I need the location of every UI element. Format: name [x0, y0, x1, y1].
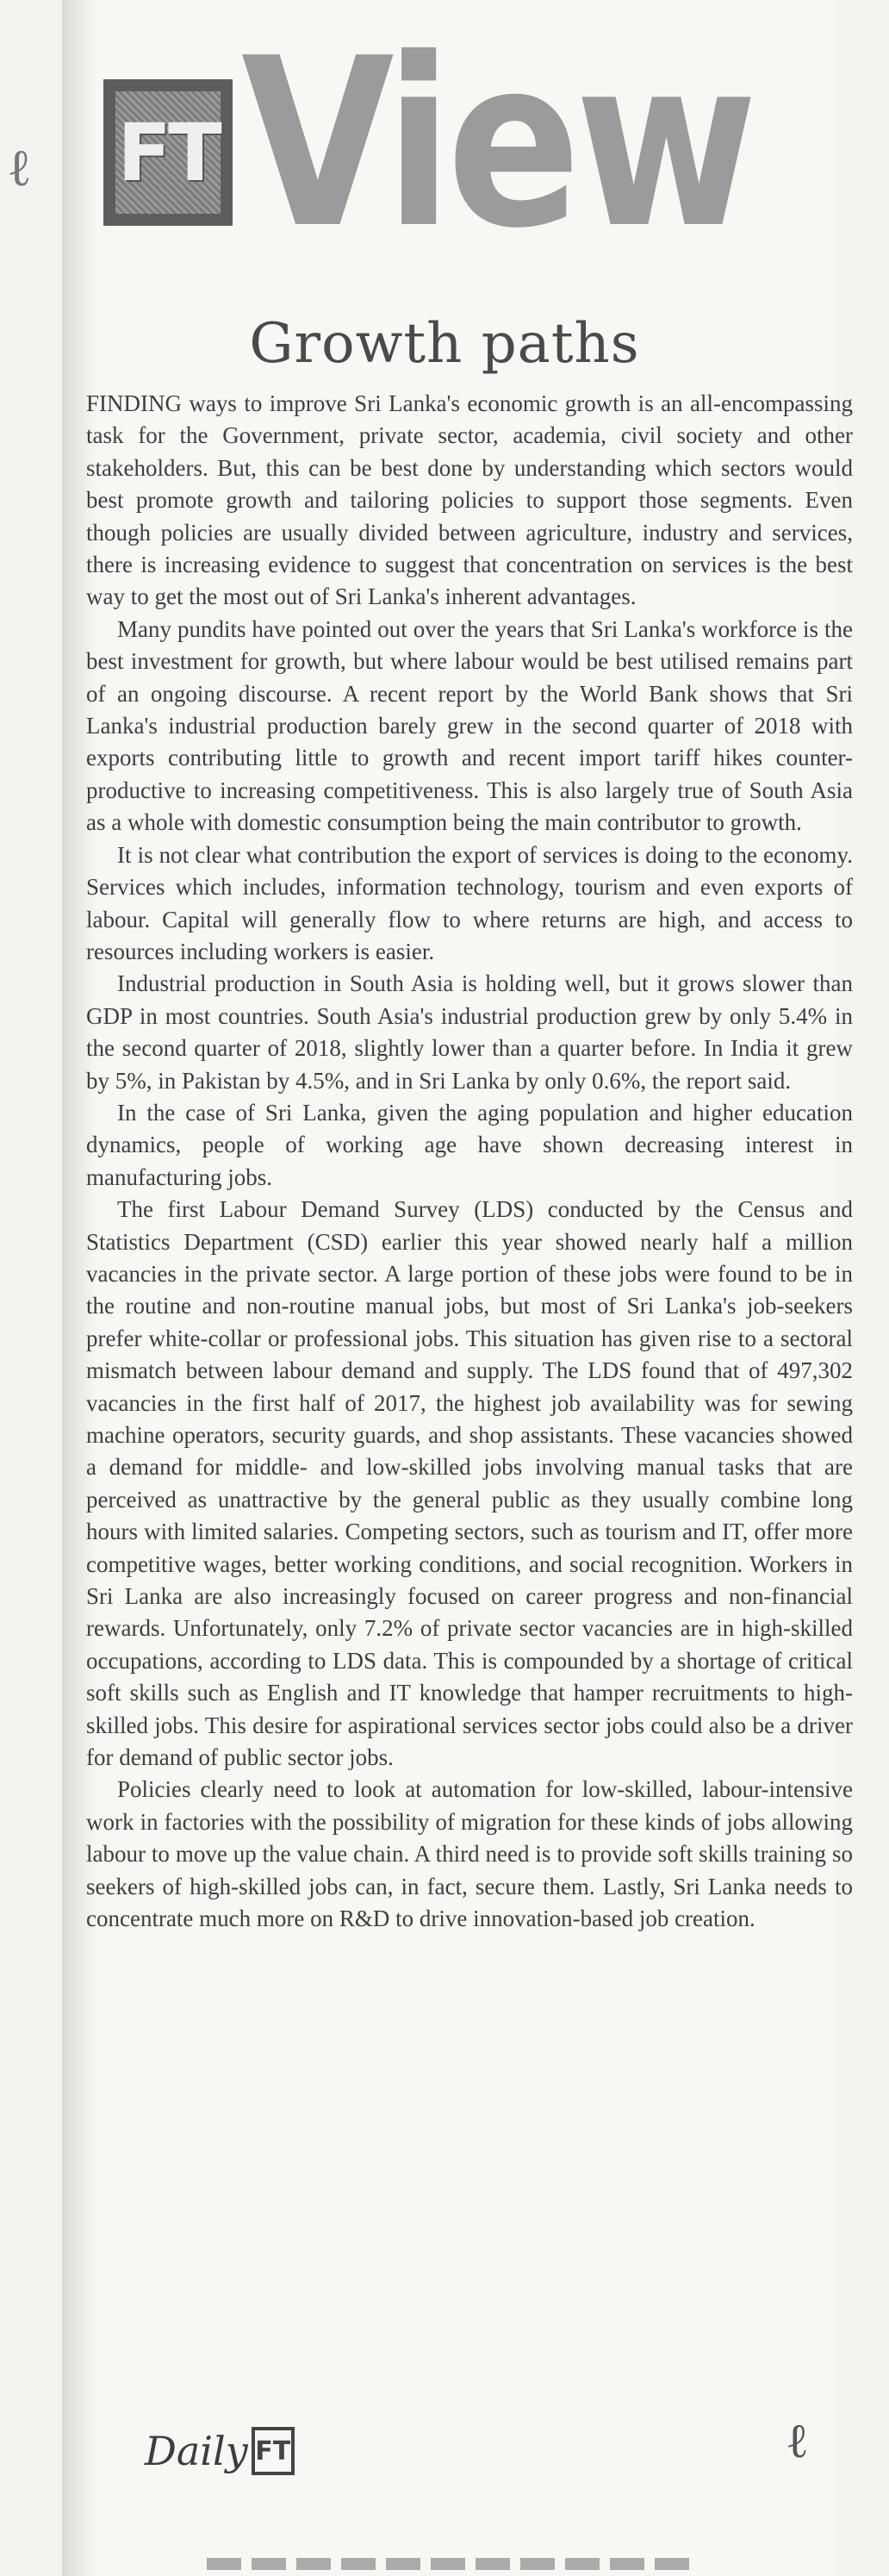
ft-view-masthead — [103, 8, 758, 279]
article-paragraph: Industrial production in South Asia is holding well, but it grows slower than GDP in most countries. South Asia's industrial production grew by only 5.4% in the second quarter of 2018, slightly lower than a quarter before. In India it grew by 5%, in Pakistan by 4.5%, and in Sri Lanka by only 0.6%, the report said. — [86, 970, 853, 1094]
handwritten-mark-right: ℓ — [786, 2413, 809, 2469]
handwritten-mark-left: ℓ — [7, 138, 32, 198]
article-paragraph: It is not clear what contribution the export of services is doing to the economy. Services which includes, information technology, tourism and even exports of labour. Capital will generally flow to where returns are high, and access to resources including workers is easier. — [86, 841, 853, 964]
next-article-cutoff-line — [207, 2558, 689, 2570]
ft-logo-text: FT — [117, 106, 219, 199]
article-paragraph: FINDING ways to improve Sri Lanka's economic growth is an all-encompassing task for the Government, private sector, academia, civil society and other stakeholders. But, this can be best done by understanding which sectors would best promote growth and tailoring policies to support those segments. Even though policies are usually divided between agriculture, industry and services, there is increasing evidence to suggest that concentration on services is the best way to get the most out of Sri Lanka's inherent advantages. — [86, 390, 853, 610]
article-headline: Growth paths — [249, 312, 640, 376]
daily-word: Daily — [145, 2428, 248, 2474]
article-paragraph: Policies clearly need to look at automation for low-skilled, labour-intensive work in factories with the possibility of migration for these kinds of jobs allowing labour to move up the value chain. A third need is to provide soft skills training so seekers of high-skilled jobs can, in fact, secure them. Lastly, Sri Lanka needs to concentrate much more on R&D to drive innovation-based job creation. — [86, 1776, 853, 1932]
article-body — [86, 388, 853, 1936]
ft-logo — [103, 79, 233, 226]
article-paragraph: In the case of Sri Lanka, given the aging population and higher education dynamics, people of working age have shown decreasing interest in manufacturing jobs. — [86, 1099, 853, 1190]
view-title: View — [241, 8, 752, 279]
ft-mini-logo: FT — [252, 2427, 295, 2475]
article-paragraph: Many pundits have pointed out over the years that Sri Lanka's workforce is the best investment for growth, but where labour would be best utilised remains part of an ongoing discourse. A recent report by the World Bank shows that Sri Lanka's industrial production barely grew in the second quarter of 2018 with exports contributing little to growth and recent import tariff hikes counter-productive to increasing competitiveness. This is also largely true of South Asia as a whole with domestic consumption being the main contributor to growth. — [86, 615, 853, 836]
daily-ft-logo — [145, 2427, 295, 2475]
article-paragraph: The first Labour Demand Survey (LDS) conducted by the Census and Statistics Department (CSD) earlier this year showed nearly half a million vacancies in the private sector. A large portion of these jobs were found to be in the routine and non-routine manual jobs, but most of Sri Lanka's job-seekers prefer white-collar or professional jobs. This situation has given rise to a sectoral mismatch between labour demand and supply. The LDS found that of 497,302 vacancies in the first half of 2017, the highest job availability was for sewing machine operators, security guards, and shop assistants. These vacancies showed a demand for middle- and low-skilled jobs involving manual tasks that are perceived as unattractive by the general public as they usually combine long hours with limited salaries. Competing sectors, such as tourism and IT, offer more competitive wages, better working conditions, and social recognition. Workers in Sri Lanka are also increasingly focused on career progress and non-financial rewards. Unfortunately, only 7.2% of private sector vacancies are in high-skilled occupations, according to LDS data. This is compounded by a shortage of critical soft skills such as English and IT knowledge that hamper recruitments to high-skilled jobs. This desire for aspirational services sector jobs could also be a driver for demand of public sector jobs. — [86, 1196, 853, 1771]
